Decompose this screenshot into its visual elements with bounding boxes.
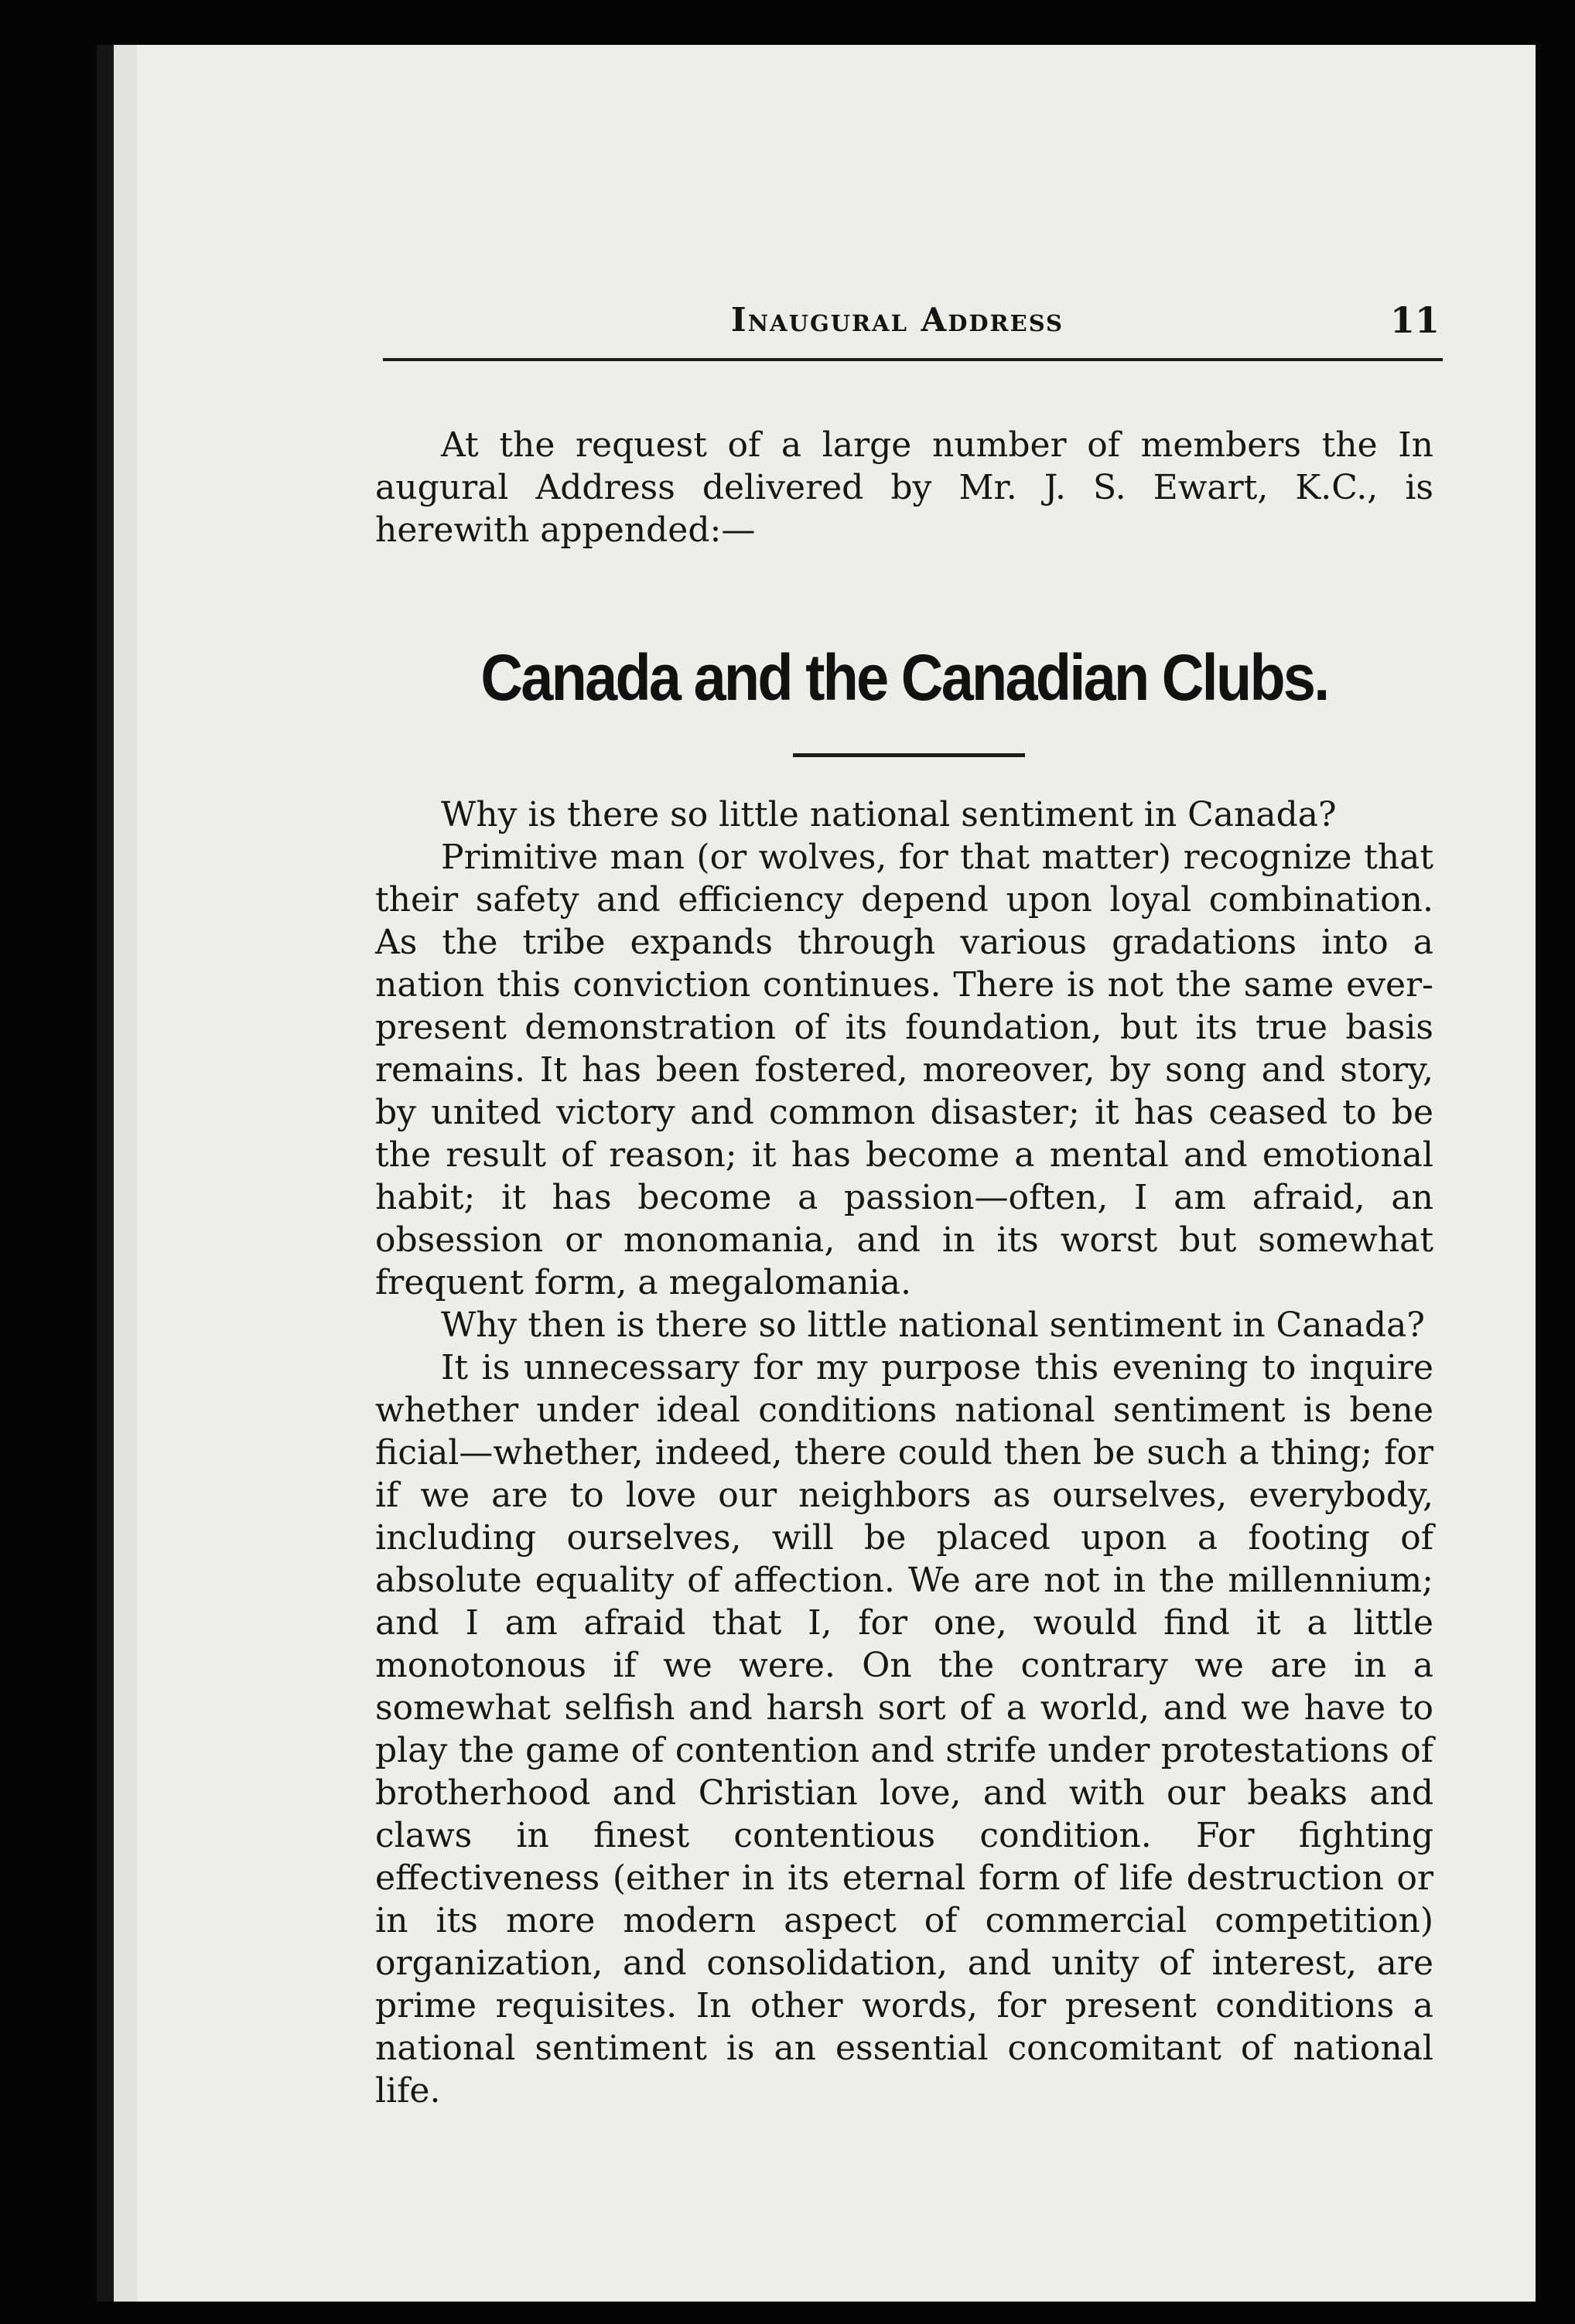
paragraph: Why then is there so little national sentiment in Canada? bbox=[441, 1305, 1425, 1345]
gutter-shadow bbox=[114, 45, 137, 2302]
binding-edge bbox=[97, 45, 114, 2302]
paragraph: Why is there so little national sentiment in Canada? bbox=[441, 795, 1337, 834]
body-text bbox=[375, 793, 1433, 2112]
page-number: 11 bbox=[1389, 299, 1440, 341]
paragraph: Primitive man (or wolves, for that matter) recognize that their safety and efficiency depend upon loyal combination. As the tribe expands through various gradations into a nation this conviction continues. There is not the same ever-present demonstration of its foundation, but its true basis remains. It has been fostered, moreover, by song and story, by united victory and common disaster; it has ceased to be the result of reason; it has become a mental and emotional habit; it has become a passion—often, I am afraid, an obsession or monomania, and in its worst but somewhat frequent form, a megalomania. bbox=[375, 838, 1433, 1302]
heading-divider bbox=[793, 753, 1025, 757]
running-head bbox=[383, 296, 1443, 361]
intro-paragraph: At the request of a large number of members the In augural Address delivered by Mr. J. S. Ewart, K.C., is herewith appended:— bbox=[375, 425, 1433, 550]
book-page bbox=[97, 45, 1536, 2302]
paragraph: It is unnecessary for my purpose this evening to inquire whether under ideal conditions national sentiment is bene ficial—whether, indeed, there could then be such a thing; for if we are to love our neighbors as ourselves, everybody, including ourselves, will be placed upon a footing of absolute equality of affection. We are not in the millennium; and I am afraid that I, for one, would find it a little monotonous if we were. On the contrary we are in a somewhat selfish and harsh sort of a world, and we have to play the game of contention and strife under protestations of brotherhood and Christian love, and with our beaks and claws in finest contentious condition. For fighting effectiveness (either in its eternal form of life destruction or in its more modern aspect of commercial competition) organization, and consolidation, and unity of interest, are prime requisites. In other words, for present conditions a national sentiment is an essential concomitant of national life. bbox=[375, 1348, 1433, 2111]
running-title: Inaugural Address bbox=[731, 301, 1064, 339]
section-heading: Canada and the Canadian Clubs. bbox=[480, 641, 1328, 714]
